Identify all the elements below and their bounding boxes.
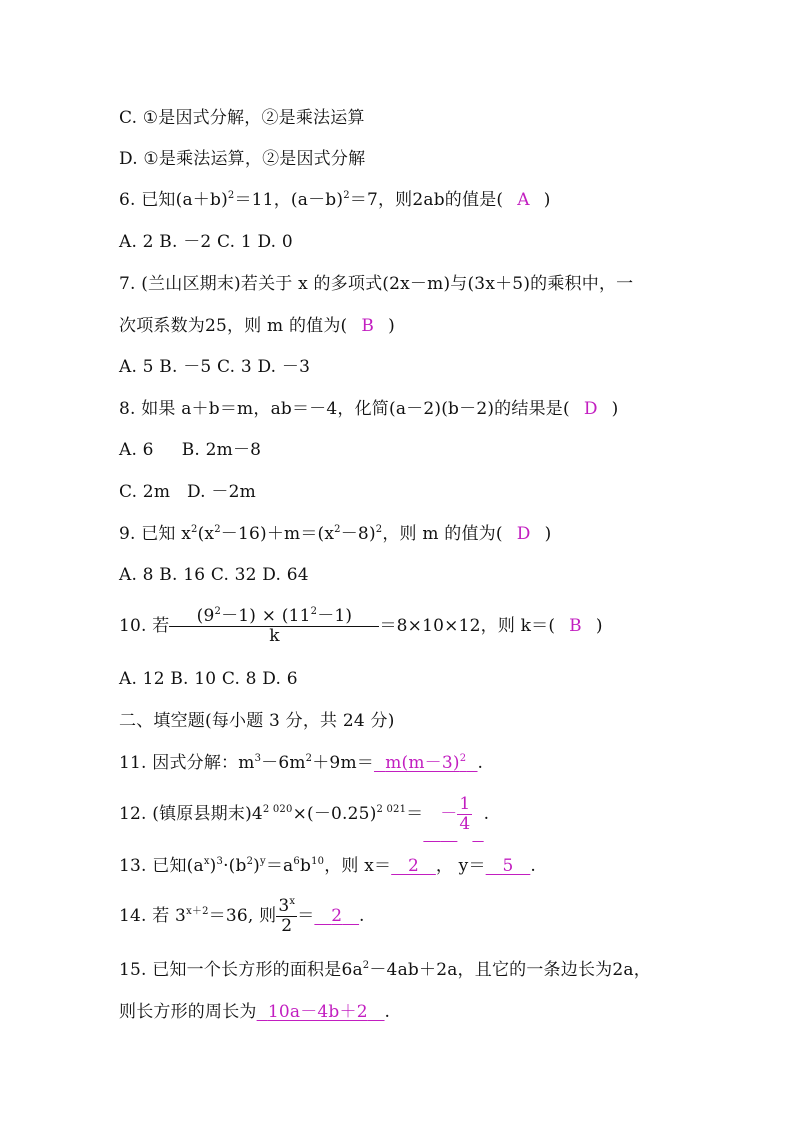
q13-exp-6: 10	[311, 856, 325, 867]
q10-num-exp-2: 2	[310, 606, 318, 617]
q15-stem-line2	[119, 1002, 390, 1022]
q13-stem	[119, 856, 536, 876]
q12-exp-1: 2 020	[262, 804, 293, 815]
q12-text-b: ×(－0.25)	[292, 804, 377, 824]
q9-stem	[119, 524, 551, 544]
q8-text: 8. 如果 a＋b＝m，ab＝－4，化简(a－2)(b－2)的结果是(	[119, 399, 570, 419]
q9-exp-2: 2	[214, 524, 221, 535]
q11-stem	[119, 753, 483, 773]
q10-denominator: k	[269, 626, 280, 646]
q10-tail: ＝8×10×12，则 k＝(	[379, 616, 556, 636]
q15-answer-blank	[257, 1002, 385, 1022]
q13-text-f: b	[299, 856, 312, 876]
q11-answer-exp: 2	[459, 753, 467, 764]
q10-stem	[119, 606, 603, 646]
section-2-title: 二、填空题(每小题 3 分，共 24 分)	[119, 711, 395, 731]
q9-close-paren: )	[544, 524, 552, 544]
q6-text-b: ＝11，(a－b)	[234, 190, 344, 210]
q11-exp-1: 3	[254, 753, 262, 764]
q14-fraction	[276, 897, 297, 936]
q15-stem-line1	[119, 960, 651, 980]
q13-exp-3: 2	[246, 856, 254, 867]
q10-num-b: －1) × (11	[221, 606, 311, 626]
q11-text-b: －6m	[261, 753, 306, 773]
q15-text-a: 15. 已知一个长方形的面积是6a	[119, 960, 363, 980]
q9-text-d: －8)	[340, 524, 376, 544]
q7-stem-line1: 7. (兰山区期末)若关于 x 的多项式(2x－m)与(3x＋5)的乘积中，一	[119, 274, 634, 294]
q7-answer: B	[361, 316, 375, 336]
q9-answer: D	[516, 524, 531, 544]
q11-period: .	[477, 753, 484, 773]
q9-text-c: －16)＋m＝(x	[220, 524, 335, 544]
q11-exp-2: 2	[305, 753, 313, 764]
q6-text-a: 6. 已知(a＋b)	[119, 190, 228, 210]
q9-exp-3: 2	[334, 524, 341, 535]
q11-text-c: ＋9m＝	[312, 753, 374, 773]
q10-answer: B	[569, 616, 582, 636]
q13-exp-5: 6	[293, 856, 300, 867]
q10-num-a: (9	[196, 606, 215, 626]
q9-exp-4: 2	[375, 524, 383, 535]
q9-exp-1: 2	[191, 524, 198, 535]
q13-text-d: )	[253, 856, 260, 876]
q12-answer-fraction	[457, 795, 472, 834]
q13-answer-y: 5	[502, 856, 514, 876]
q10-fraction	[169, 607, 379, 646]
q14-period: .	[359, 906, 365, 926]
q7-options: A. 5 B. －5 C. 3 D. －3	[119, 357, 311, 377]
q14-stem	[119, 896, 365, 936]
q6-exponent-1: 2	[227, 190, 235, 201]
q12-answer-numerator: 1	[459, 794, 471, 814]
q6-stem	[119, 190, 551, 210]
q14-denominator: 2	[281, 916, 293, 936]
q7-text: 次项系数为25，则 m 的值为(	[119, 316, 348, 336]
q8-options-ab: A. 6 B. 2m－8	[119, 440, 262, 460]
q10-options: A. 12 B. 10 C. 8 D. 6	[119, 669, 298, 689]
q6-answer: A	[517, 190, 530, 210]
q15-period: .	[384, 1002, 391, 1022]
q14-text-c: ＝	[297, 906, 315, 926]
q14-text-b: ＝36, 则	[208, 906, 277, 926]
q14-num-exp: x	[289, 896, 296, 907]
q13-answer-x: 2	[408, 856, 420, 876]
q14-answer-blank	[314, 906, 359, 926]
q6-options: A. 2 B. －2 C. 1 D. 0	[119, 232, 293, 252]
q13-text-e: ＝a	[265, 856, 294, 876]
q12-period: .	[483, 804, 490, 824]
q13-answer-x-blank	[391, 856, 436, 876]
q5-option-d: D. ①是乘法运算，②是因式分解	[119, 149, 366, 169]
q10-num-c: －1)	[317, 606, 353, 626]
q15-exp-1: 2	[362, 960, 370, 971]
q9-text-b: (x	[197, 524, 215, 544]
q8-answer: D	[583, 399, 598, 419]
q14-numerator	[276, 897, 297, 916]
q11-answer: m(m－3)	[385, 753, 460, 773]
q15-text-b: －4ab＋2a，且它的一条边长为2a，	[369, 960, 651, 980]
q12-exp-2: 2 021	[376, 804, 407, 815]
q13-text-a: 13. 已知(a	[119, 856, 204, 876]
q14-exp-1: x＋2	[186, 906, 209, 917]
q8-stem	[119, 399, 619, 419]
q8-options-cd: C. 2m D. －2m	[119, 482, 256, 502]
q12-answer-denominator: 4	[459, 814, 471, 834]
q7-stem-line2	[119, 316, 395, 336]
q13-text-b: )	[209, 856, 217, 876]
q6-exponent-2: 2	[343, 190, 350, 201]
q15-answer: 10a－4b＋2	[267, 1002, 368, 1022]
q10-prefix: 10. 若	[119, 616, 170, 636]
q13-answer-y-blank	[486, 856, 531, 876]
q12-text-a: 12. (镇原县期末)4	[119, 804, 263, 824]
q11-answer-blank	[374, 753, 478, 773]
q12-answer-sign: －	[440, 804, 458, 824]
q11-text-a: 11. 因式分解：m	[119, 753, 255, 773]
q13-exp-2: 3	[216, 856, 224, 867]
q14-answer: 2	[331, 906, 343, 926]
q12-answer-blank	[423, 794, 483, 834]
q9-options: A. 8 B. 16 C. 32 D. 64	[119, 565, 309, 585]
q7-close-paren: )	[388, 316, 395, 336]
q6-close-paren: )	[543, 190, 551, 210]
q13-exp-1: x	[203, 856, 210, 867]
q13-text-c: ·(b	[223, 856, 247, 876]
q8-close-paren: )	[611, 399, 619, 419]
q12-text-c: ＝	[406, 804, 424, 824]
q9-text-e: ，则 m 的值为(	[382, 524, 503, 544]
q12-stem	[119, 794, 489, 834]
q10-num-exp-1: 2	[214, 606, 222, 617]
q10-close-paren: )	[595, 616, 603, 636]
q6-text-c: ＝7，则2ab的值是(	[349, 190, 504, 210]
q13-text-g: ，则 x＝	[324, 856, 392, 876]
q15-text-c: 则长方形的周长为	[119, 1002, 257, 1022]
q14-num-base: 3	[278, 896, 290, 916]
q13-exp-4: y	[260, 856, 266, 867]
q5-option-c: C. ①是因式分解，②是乘法运算	[119, 108, 365, 128]
q13-text-h: ， y＝	[435, 856, 486, 876]
q10-numerator	[169, 607, 379, 626]
q14-text-a: 14. 若 3	[119, 906, 187, 926]
q13-period: .	[530, 856, 536, 876]
q9-text-a: 9. 已知 x	[119, 524, 192, 544]
